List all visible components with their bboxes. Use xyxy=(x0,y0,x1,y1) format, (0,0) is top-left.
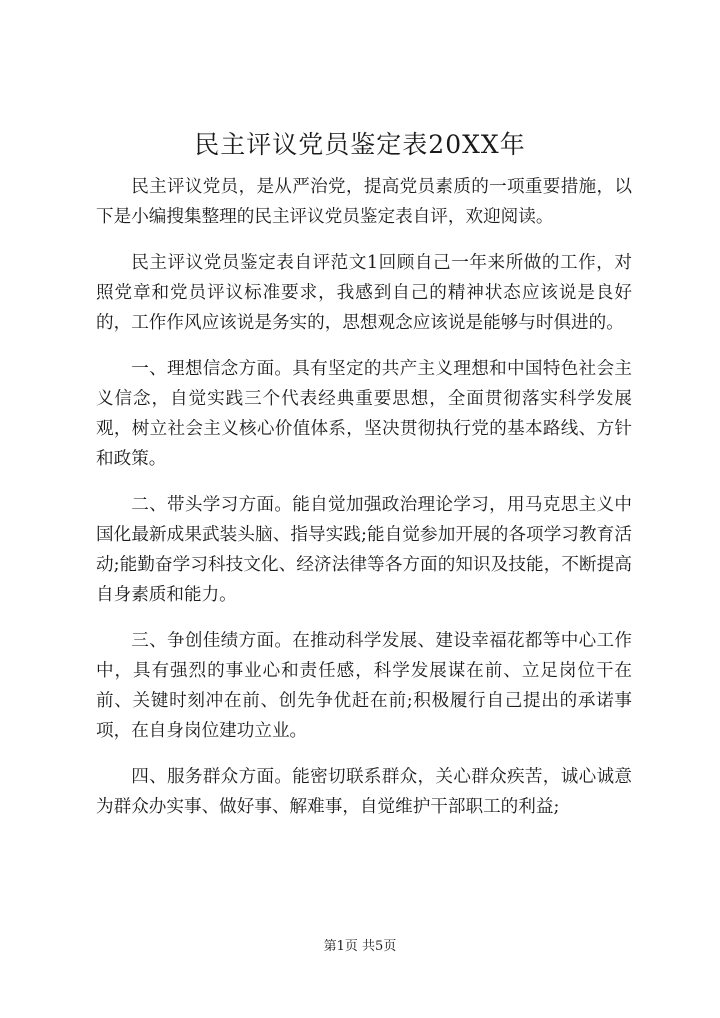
document-body xyxy=(96,172,632,822)
paragraph-study: 二、带头学习方面。能自觉加强政治理论学习，用马克思主义中国化最新成果武装头脑、指导实践;能自觉参加开展的各项学习教育活动;能勤奋学习科技文化、经济法律等各方面的知识及技能，不断提高自身素质和能力。 xyxy=(96,495,632,605)
paragraph-ideals: 一、理想信念方面。具有坚定的共产主义理想和中国特色社会主义信念，自觉实践三个代表经典重要思想，全面贯彻落实科学发展观，树立社会主义核心价值体系，坚决贯彻执行党的基本路线、方针和政策。 xyxy=(96,359,632,469)
paragraph-achievement: 三、争创佳绩方面。在推动科学发展、建设幸福花都等中心工作中，具有强烈的事业心和责任感，科学发展谋在前、立足岗位干在前、关键时刻冲在前、创先争优赶在前;积极履行自己提出的承诺事项，在自身岗位建功立业。 xyxy=(96,631,632,741)
paragraph-intro: 民主评议党员，是从严治党，提高党员素质的一项重要措施，以下是小编搜集整理的民主评议党员鉴定表自评，欢迎阅读。 xyxy=(96,177,632,227)
paragraph-self-review: 民主评议党员鉴定表自评范文1回顾自己一年来所做的工作，对照党章和党员评议标准要求，我感到自己的精神状态应该说是良好的，工作作风应该说是务实的，思想观念应该说是能够与时俱进的。 xyxy=(96,253,632,333)
document-title: 民主评议党员鉴定表20XX年 xyxy=(194,130,526,159)
paragraph-service: 四、服务群众方面。能密切联系群众，关心群众疾苦，诚心诚意为群众办实事、做好事、解难事，自觉维护干部职工的利益; xyxy=(96,767,632,817)
page-number-footer: 第1页 共5页 xyxy=(323,939,397,954)
